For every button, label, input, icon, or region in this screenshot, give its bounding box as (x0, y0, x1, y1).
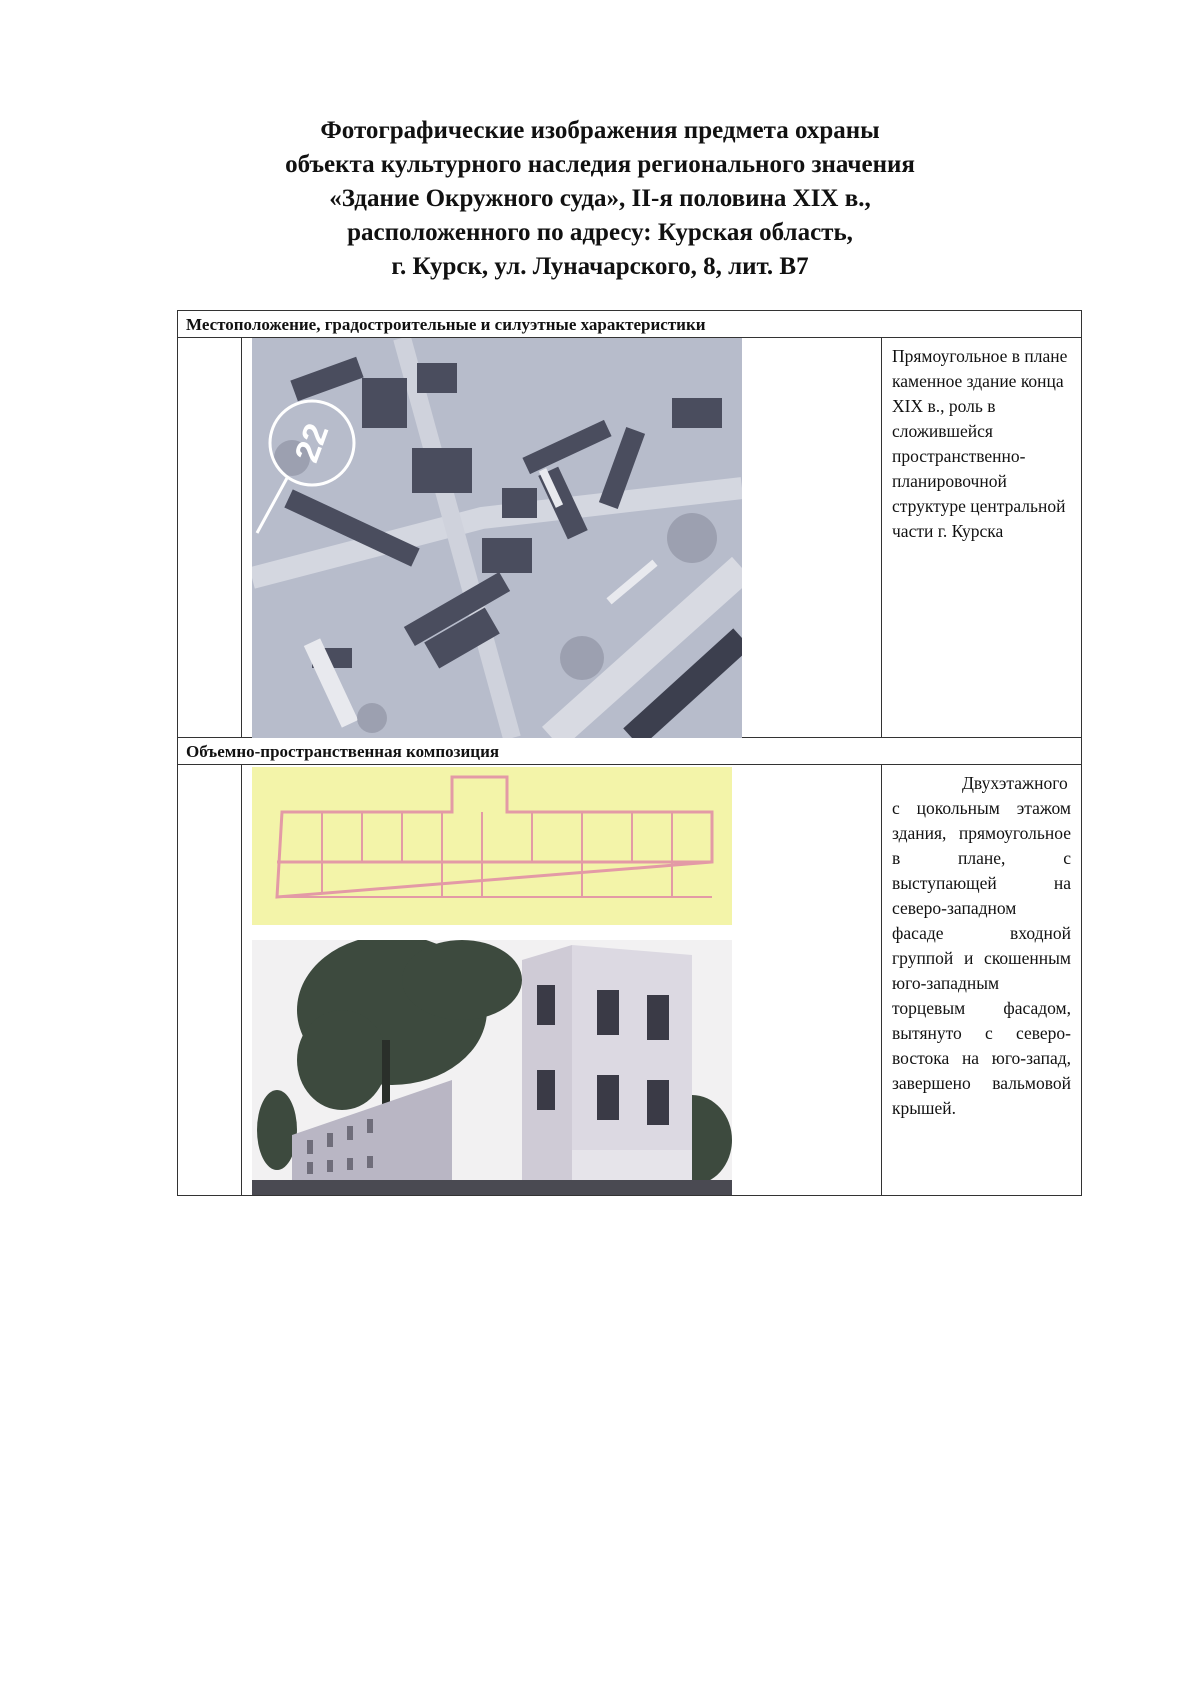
title-line: расположенного по адресу: Курская область, (347, 219, 853, 246)
protection-subject-table (177, 310, 1082, 1196)
section-header-location: Местоположение, градостроительные и силуэтные характеристики (178, 311, 1081, 338)
svg-text:22: 22 (287, 418, 337, 468)
photo-cell (242, 338, 882, 737)
title-line: г. Курск, ул. Луначарского, 8, лит. В7 (391, 253, 809, 280)
section-header-composition: Объемно-пространственная композиция (178, 738, 1081, 765)
floor-plan-image (252, 767, 732, 925)
aerial-photo-image (252, 338, 742, 738)
aerial-photo (252, 338, 742, 738)
title-line: объекта культурного наследия регионального значения (285, 151, 915, 178)
empty-cell (178, 338, 242, 737)
description-cell (882, 765, 1081, 1195)
section-row-location (178, 338, 1081, 738)
location-description: Прямоугольное в плане каменное здание конца XIX в., роль в сложившейся пространственно-планировочной структуре центральной части г. Курска (892, 346, 1068, 541)
empty-cell (178, 765, 242, 1195)
document-title (150, 114, 1050, 284)
street-facade-photo (252, 940, 732, 1195)
description-cell (882, 338, 1081, 737)
floor-plan-drawing (252, 767, 732, 925)
photo-cell (242, 765, 882, 1195)
title-line: «Здание Окружного суда», II-я половина XIX в., (329, 185, 871, 212)
composition-description: Двухэтажного с цокольным этажом здания, прямоугольное в плане, с выступающей на северо-западном фасаде входной группой и скошенным юго-западным торцевым фасадом, вытянуто с северо-востока на юго-запад, завершено вальмовой крышей. (892, 773, 1071, 1118)
street-facade-image (252, 940, 732, 1195)
title-line: Фотографические изображения предмета охраны (320, 117, 880, 144)
section-row-composition (178, 765, 1081, 1195)
